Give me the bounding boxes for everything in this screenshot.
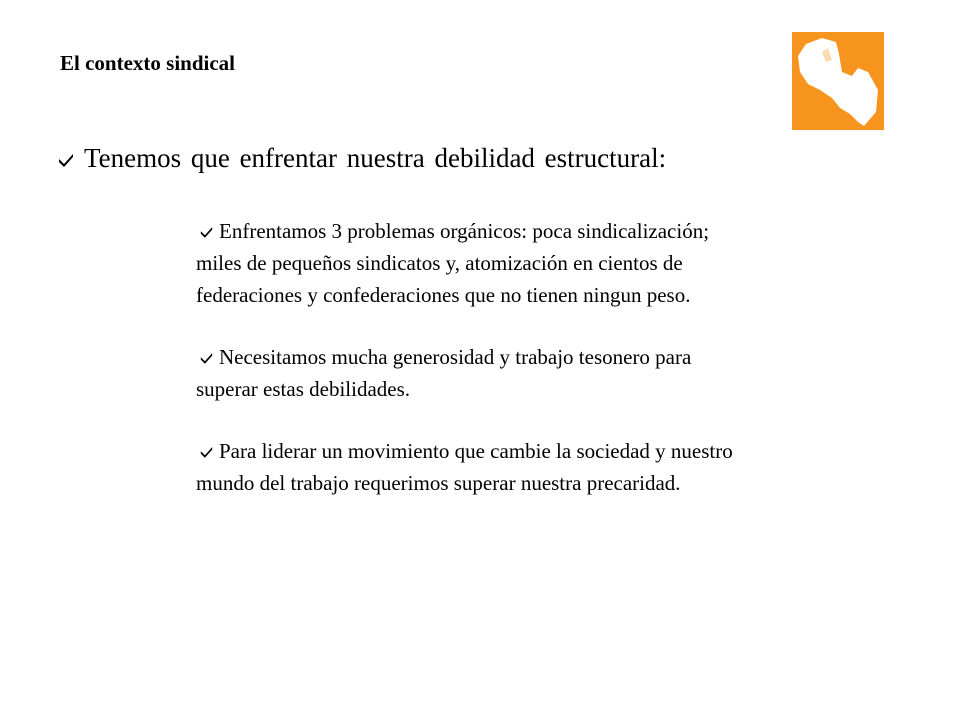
sub-point-line: Necesitamos mucha generosidad y trabajo tesonero para xyxy=(219,345,692,369)
sub-point xyxy=(196,215,936,311)
main-point-text: Tenemos que enfrentar nuestra debilidad estructural: xyxy=(84,143,667,173)
slide-title: El contexto sindical xyxy=(60,51,236,75)
checkmark-bullet-icon xyxy=(58,153,74,167)
sub-point xyxy=(196,435,936,499)
sub-point-line: federaciones y confederaciones que no tienen ningun peso. xyxy=(196,283,691,307)
checkmark-bullet-icon xyxy=(200,352,213,364)
sub-points-list xyxy=(196,215,936,529)
main-point xyxy=(58,140,666,176)
sub-point-line: Para liderar un movimiento que cambie la sociedad y nuestro xyxy=(219,439,733,463)
sub-point-line: Enfrentamos 3 problemas orgánicos: poca sindicalización; xyxy=(219,219,710,243)
sub-point-line: miles de pequeños sindicatos y, atomización en cientos de xyxy=(196,251,683,275)
checkmark-bullet-icon xyxy=(200,446,213,458)
sub-point xyxy=(196,341,936,405)
sub-point-line: mundo del trabajo requerimos superar nuestra precaridad. xyxy=(196,471,681,495)
sub-point-line: superar estas debilidades. xyxy=(196,377,411,401)
paraguay-map-logo xyxy=(792,32,884,130)
paraguay-map-logo-icon xyxy=(792,32,884,130)
checkmark-bullet-icon xyxy=(200,226,213,238)
